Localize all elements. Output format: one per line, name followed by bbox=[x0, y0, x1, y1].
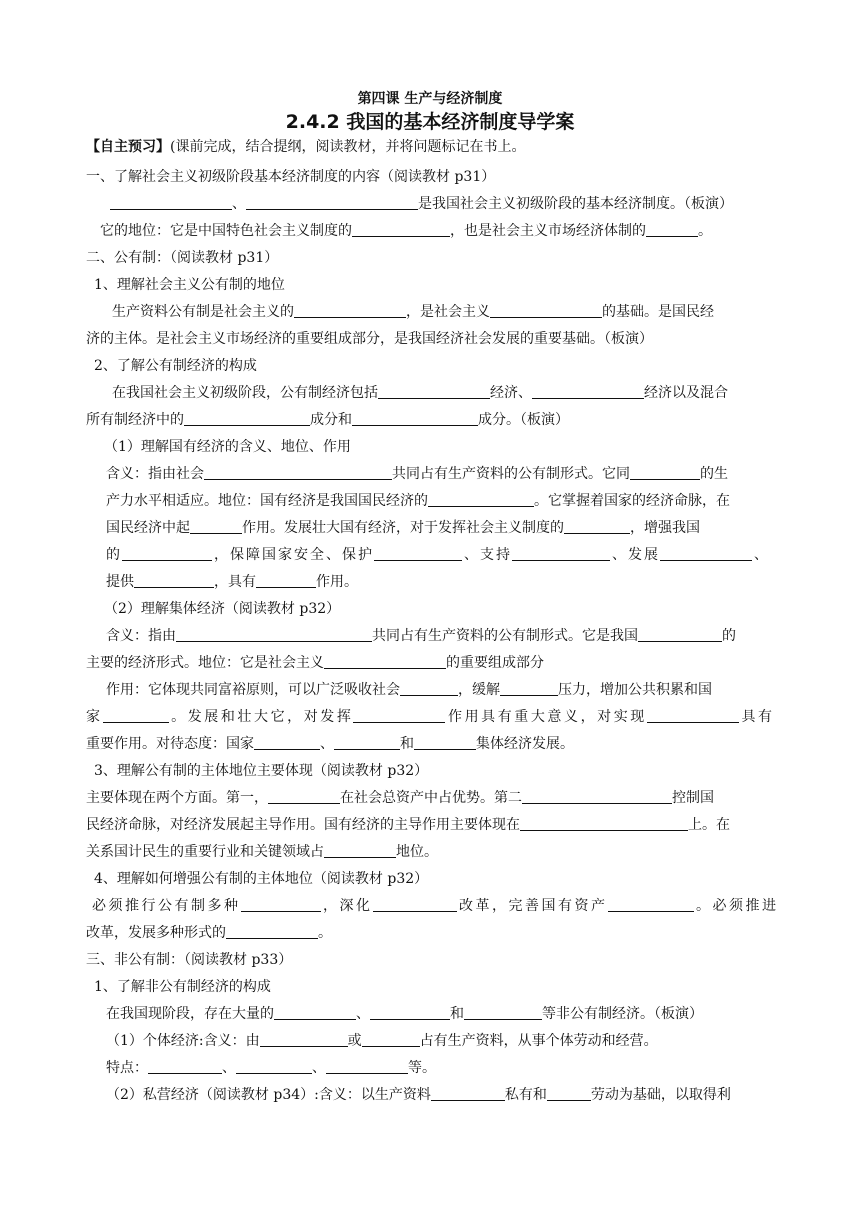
blank[interactable] bbox=[122, 546, 212, 561]
text: 的重要组成部分 bbox=[446, 655, 544, 671]
enhance-line2 bbox=[86, 924, 332, 942]
text: ，也是社会主义市场经济体制的 bbox=[450, 223, 646, 239]
text: 产力水平相适应。地位：国有经济是我国国民经济的 bbox=[106, 493, 428, 509]
blank[interactable] bbox=[324, 654, 446, 669]
blank[interactable] bbox=[500, 681, 558, 696]
text: 重要作用。对待态度：国家 bbox=[86, 736, 254, 752]
blank[interactable] bbox=[226, 924, 318, 939]
text: ，保障国家安全、保护 bbox=[212, 547, 374, 563]
lesson-title: 第四课 生产与经济制度 bbox=[357, 91, 503, 107]
text: 的生 bbox=[700, 466, 728, 482]
text: 压力，增加公共积累和国 bbox=[558, 682, 712, 698]
s2-h3: （1）理解国有经济的含义、地位、作用 bbox=[104, 439, 351, 455]
section2-heading: 二、公有制：（阅读教材 p31） bbox=[86, 250, 279, 266]
text: 民经济命脉，对经济发展起主导作用。国有经济的主导作用主要体现在 bbox=[86, 817, 520, 833]
text: 。发展和壮大它，对发挥 bbox=[168, 709, 354, 725]
text: 作用具有重大意义，对实现 bbox=[445, 709, 647, 725]
text: 含义：指由 bbox=[106, 628, 176, 644]
s2-h4: （2）理解集体经济（阅读教材 p32） bbox=[104, 601, 341, 617]
blank[interactable] bbox=[260, 1032, 348, 1047]
blank[interactable] bbox=[520, 816, 688, 831]
text: 经济以及混合 bbox=[644, 385, 728, 401]
collective-line2 bbox=[86, 654, 544, 672]
text: 或 bbox=[347, 1033, 362, 1049]
text: 和 bbox=[450, 1006, 464, 1022]
soe-line5 bbox=[106, 573, 358, 591]
text: 共同占有生产资料的公有制形式。它同 bbox=[392, 466, 630, 482]
blank[interactable] bbox=[630, 465, 700, 480]
blank[interactable] bbox=[246, 195, 418, 210]
text: ，具有 bbox=[214, 574, 256, 590]
text: 作用。发展壮大国有经济，对于发挥社会主义制度的 bbox=[242, 520, 564, 536]
text: 和 bbox=[400, 736, 414, 752]
blank[interactable] bbox=[564, 519, 630, 534]
text: 等。 bbox=[408, 1060, 436, 1076]
text: 经济、 bbox=[490, 385, 532, 401]
collective-line3 bbox=[106, 681, 712, 699]
s2-h1: 1、理解社会主义公有制的地位 bbox=[94, 277, 285, 293]
s2-t2-line2 bbox=[86, 411, 569, 429]
blank[interactable] bbox=[373, 897, 457, 912]
soe-line3 bbox=[106, 519, 700, 537]
text: 、 bbox=[222, 1060, 236, 1076]
text: 的 bbox=[106, 547, 122, 563]
s3-h1: 1、了解非公有制经济的构成 bbox=[94, 979, 271, 995]
text: 的 bbox=[722, 628, 736, 644]
text: 作用。 bbox=[316, 574, 358, 590]
text: 。 bbox=[318, 925, 332, 941]
blank[interactable] bbox=[353, 708, 445, 723]
text: ，是社会主义 bbox=[406, 304, 490, 320]
text: 控制国 bbox=[672, 790, 714, 806]
text: 主要体现在两个方面。第一， bbox=[86, 790, 268, 806]
text: 的基础。是国民经 bbox=[602, 304, 714, 320]
text: 家 bbox=[86, 709, 103, 725]
s2-h6: 4、理解如何增强公有制的主体地位（阅读教材 p32） bbox=[94, 871, 429, 887]
text: （1）个体经济:含义：由 bbox=[106, 1033, 260, 1049]
blank[interactable] bbox=[428, 492, 534, 507]
text: 作用：它体现共同富裕原则，可以广泛吸收社会 bbox=[106, 682, 400, 698]
preview-line bbox=[86, 138, 525, 156]
text: 关系国计民生的重要行业和关键领域占 bbox=[86, 844, 324, 860]
blank[interactable] bbox=[414, 735, 476, 750]
blank[interactable] bbox=[374, 546, 462, 561]
text: ，深化 bbox=[320, 898, 373, 914]
blank[interactable] bbox=[362, 1032, 420, 1047]
blank[interactable] bbox=[184, 411, 310, 426]
blank[interactable] bbox=[464, 1005, 542, 1020]
text: 成分。（板演） bbox=[478, 412, 569, 428]
blank[interactable] bbox=[547, 1086, 591, 1101]
text: ，缓解 bbox=[458, 682, 500, 698]
text: 在我国社会主义初级阶段，公有制经济包括 bbox=[112, 385, 378, 401]
s2-t2-line1 bbox=[112, 384, 728, 402]
blank[interactable] bbox=[294, 303, 406, 318]
blank[interactable] bbox=[254, 735, 320, 750]
blank[interactable] bbox=[134, 573, 214, 588]
blank[interactable] bbox=[334, 735, 400, 750]
s1-line1 bbox=[110, 195, 733, 213]
blank[interactable] bbox=[148, 1059, 222, 1074]
text: 地位。 bbox=[396, 844, 438, 860]
blank[interactable] bbox=[431, 1086, 505, 1101]
text: 私有和 bbox=[504, 1087, 547, 1103]
main-line2 bbox=[86, 816, 730, 834]
collective-line1 bbox=[106, 627, 736, 645]
text: 劳动为基础，以取得利 bbox=[590, 1087, 731, 1103]
text: 。 bbox=[698, 223, 712, 239]
s2-h2: 2、了解公有制经济的构成 bbox=[94, 358, 257, 374]
soe-line2 bbox=[106, 492, 730, 510]
text: 它的地位：它是中国特色社会主义制度的 bbox=[100, 223, 352, 239]
section3-heading: 三、非公有制：（阅读教材 p33） bbox=[86, 952, 293, 968]
blank[interactable] bbox=[638, 627, 722, 642]
blank[interactable] bbox=[532, 384, 644, 399]
text: 成分和 bbox=[310, 412, 352, 428]
text: 。它掌握着国家的经济命脉，在 bbox=[534, 493, 730, 509]
main-line1 bbox=[86, 789, 714, 807]
blank[interactable] bbox=[647, 708, 739, 723]
blank[interactable] bbox=[660, 546, 752, 561]
s1-line2 bbox=[100, 222, 712, 240]
text: 必须推行公有制多种 bbox=[92, 898, 241, 914]
blank[interactable] bbox=[512, 546, 610, 561]
text: ，增强我国 bbox=[630, 520, 700, 536]
private-line1 bbox=[106, 1086, 731, 1104]
text: 国民经济中起 bbox=[106, 520, 190, 536]
blank[interactable] bbox=[378, 384, 490, 399]
collective-line4 bbox=[86, 708, 772, 726]
text: 。必须推进 bbox=[693, 898, 776, 914]
s2-t1-line2: 济的主体。是社会主义市场经济的重要组成部分，是我国经济社会发展的重要基础。（板演） bbox=[86, 331, 653, 347]
blank[interactable] bbox=[274, 1005, 356, 1020]
text: 占有生产资料，从事个体劳动和经营。 bbox=[419, 1033, 658, 1049]
text: 主要的经济形式。地位：它是社会主义 bbox=[86, 655, 324, 671]
text: 改革，完善国有资产 bbox=[456, 898, 608, 914]
blank[interactable] bbox=[256, 573, 316, 588]
soe-line4 bbox=[106, 546, 768, 564]
soe-line1 bbox=[106, 465, 728, 483]
blank[interactable] bbox=[110, 195, 232, 210]
text: 、 bbox=[320, 736, 334, 752]
blank[interactable] bbox=[103, 708, 169, 723]
text: 、 bbox=[752, 547, 768, 563]
text: 改革，发展多种形式的 bbox=[86, 925, 226, 941]
blank[interactable] bbox=[370, 1005, 450, 1020]
text: 特点： bbox=[106, 1060, 148, 1076]
nonpublic-line1 bbox=[106, 1005, 703, 1023]
blank[interactable] bbox=[236, 1059, 312, 1074]
enhance-line1 bbox=[92, 897, 776, 915]
text: 、 bbox=[356, 1006, 370, 1022]
text: 具有 bbox=[738, 709, 773, 725]
blank[interactable] bbox=[268, 789, 340, 804]
blank[interactable] bbox=[326, 1059, 408, 1074]
text: 含义：指由社会 bbox=[106, 466, 204, 482]
s2-t1-line1 bbox=[112, 303, 714, 321]
blank[interactable] bbox=[204, 465, 392, 480]
text: 是我国社会主义初级阶段的基本经济制度。（板演） bbox=[418, 196, 733, 212]
text: 、 bbox=[232, 196, 246, 212]
text: 等非公有制经济。（板演） bbox=[542, 1006, 703, 1022]
text: 、支持 bbox=[462, 547, 512, 563]
individual-line1 bbox=[106, 1032, 658, 1050]
text: 提供 bbox=[106, 574, 134, 590]
text: 集体经济发展。 bbox=[476, 736, 574, 752]
section1-heading: 一、了解社会主义初级阶段基本经济制度的内容（阅读教材 p31） bbox=[86, 169, 496, 185]
collective-line5 bbox=[86, 735, 574, 753]
blank[interactable] bbox=[190, 519, 242, 534]
worksheet-title: 2.4.2 我国的基本经济制度导学案 bbox=[285, 111, 575, 133]
text: 、 bbox=[312, 1060, 326, 1076]
blank[interactable] bbox=[176, 627, 372, 642]
preview-instruction: (课前完成，结合提纲，阅读教材，并将问题标记在书上。 bbox=[170, 139, 526, 155]
blank[interactable] bbox=[646, 222, 698, 237]
individual-line2 bbox=[106, 1059, 436, 1077]
blank[interactable] bbox=[608, 897, 694, 912]
blank[interactable] bbox=[241, 897, 321, 912]
text: 生产资料公有制是社会主义的 bbox=[112, 304, 294, 320]
blank[interactable] bbox=[324, 843, 396, 858]
text: 在我国现阶段，存在大量的 bbox=[106, 1006, 274, 1022]
text: 在社会总资产中占优势。第二 bbox=[340, 790, 522, 806]
blank[interactable] bbox=[352, 411, 478, 426]
blank[interactable] bbox=[522, 789, 672, 804]
preview-label: 【自主预习】 bbox=[86, 139, 170, 155]
s2-h5: 3、理解公有制的主体地位主要体现（阅读教材 p32） bbox=[94, 763, 429, 779]
blank[interactable] bbox=[352, 222, 450, 237]
text: 所有制经济中的 bbox=[86, 412, 184, 428]
blank[interactable] bbox=[400, 681, 458, 696]
blank[interactable] bbox=[490, 303, 602, 318]
text: 、发展 bbox=[610, 547, 660, 563]
text: 共同占有生产资料的公有制形式。它是我国 bbox=[372, 628, 638, 644]
main-line3 bbox=[86, 843, 438, 861]
text: 上。在 bbox=[688, 817, 730, 833]
text: （2）私营经济（阅读教材 p34）:含义：以生产资料 bbox=[106, 1087, 431, 1103]
